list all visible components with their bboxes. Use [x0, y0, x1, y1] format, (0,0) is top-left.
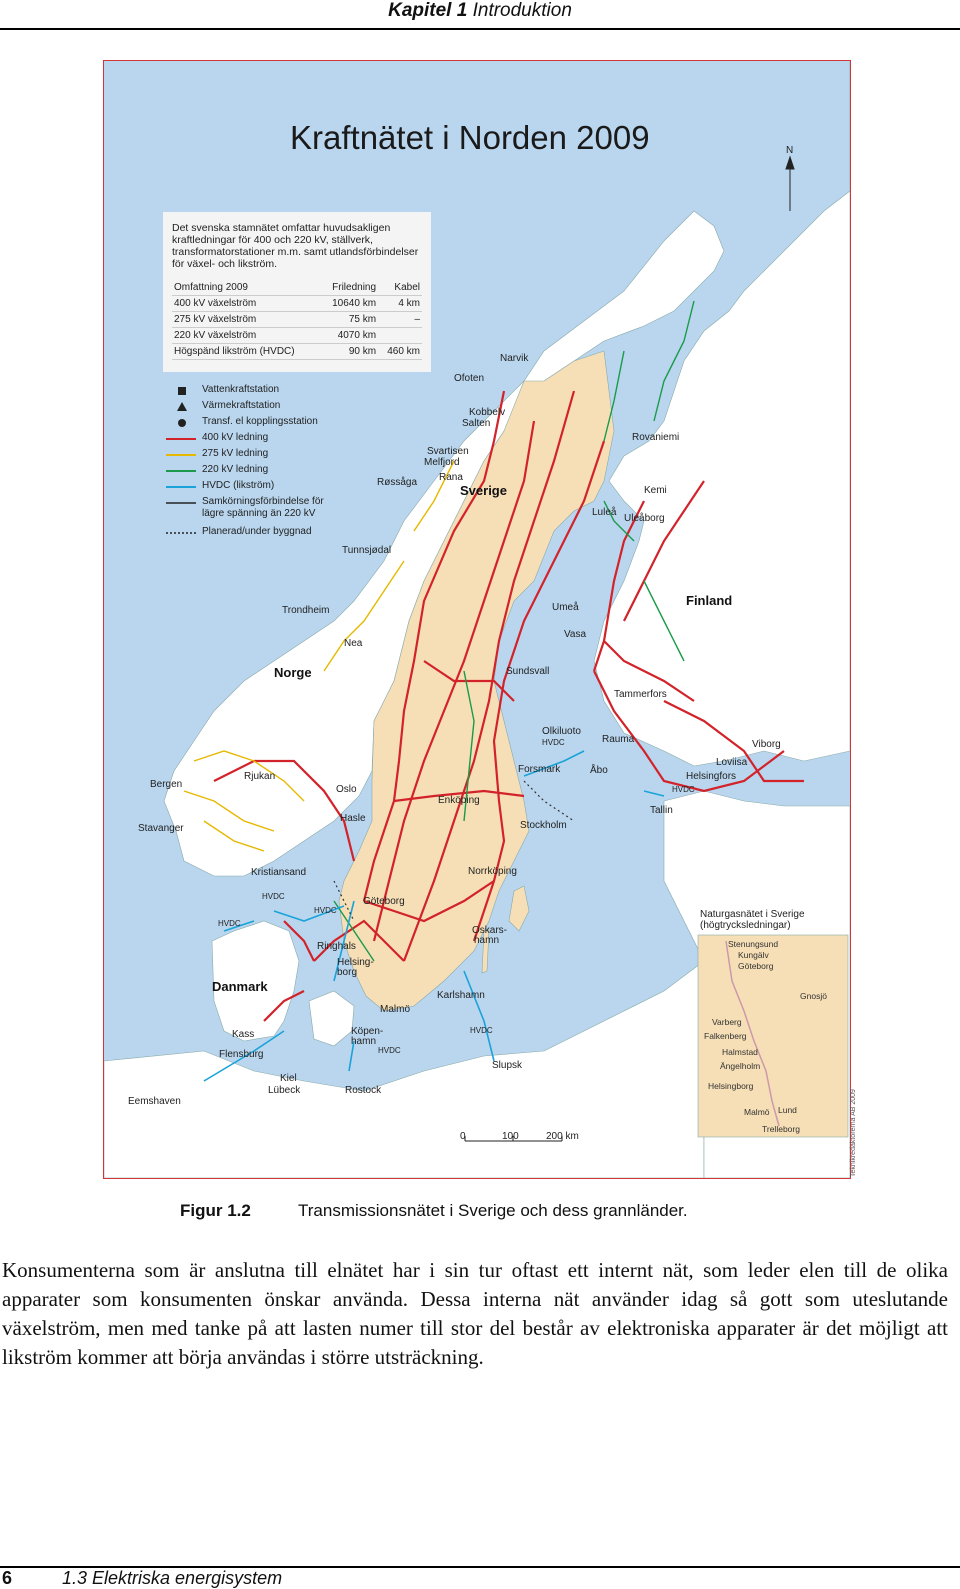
table-row [172, 344, 422, 360]
figure-caption: Transmissionsnätet i Sverige och dess grannländer. [298, 1201, 688, 1220]
legend-label: 400 kV ledning [202, 432, 269, 443]
legend-item [166, 507, 406, 522]
table-cell: Högspänd likström (HVDC) [172, 344, 321, 360]
table-cell [378, 328, 422, 344]
place-label: Rana [439, 472, 463, 483]
place-label: Rauma [602, 734, 635, 745]
gas-place: Trelleborg [762, 1124, 800, 1134]
country-label-norge: Norge [274, 665, 312, 680]
capacity-table [172, 280, 422, 360]
table-cell: 4070 km [321, 328, 378, 344]
info-description: Det svenska stamnätet omfattar huvudsakligen kraftledningar för 400 och 220 kV, ställverk, transformatorstationer m.m. samt utlandsförbindelser för växel- och likström. [172, 222, 419, 270]
table-row [172, 296, 422, 312]
gas-place: Varberg [712, 1017, 742, 1027]
gas-place: Lund [778, 1105, 797, 1115]
gas-place: Falkenberg [704, 1031, 747, 1041]
legend-item [166, 399, 406, 414]
scale-label: 200 km [546, 1131, 579, 1142]
place-label: Kristiansand [251, 867, 307, 878]
place-label: Enköping [438, 795, 480, 806]
table-cell: 4 km [378, 296, 422, 312]
place-label: Hasle [340, 813, 366, 824]
place-label: Narvik [500, 353, 529, 364]
place-label: Stavanger [138, 823, 184, 834]
place-label: Kiel [280, 1073, 297, 1084]
legend-label: Planerad/under byggnad [202, 526, 312, 537]
country-label-finland: Finland [686, 593, 733, 608]
table-header-row [172, 280, 422, 296]
place-label: Tunnsjødal [342, 545, 392, 556]
hvdc-label: HVDC [314, 906, 337, 915]
gas-place: Kungälv [738, 950, 769, 960]
hvdc-label: HVDC [672, 785, 695, 794]
place-label: hamn [474, 935, 500, 946]
place-label: Oskars- [472, 925, 507, 936]
header-rule [0, 28, 960, 30]
place-label: Melfjord [424, 457, 460, 468]
table-cell: 90 km [321, 344, 378, 360]
place-label: Lübeck [268, 1085, 301, 1096]
place-label: Rostock [345, 1085, 382, 1096]
place-label: Ofoten [454, 373, 485, 384]
place-label: Köpen- [351, 1026, 384, 1037]
place-label: Trondheim [282, 605, 330, 616]
land-zealand [309, 991, 354, 1046]
north-arrow [786, 157, 794, 211]
table-cell: 400 kV växelström [172, 296, 321, 312]
table-cell: 220 kV växelström [172, 328, 321, 344]
place-label: Norrköping [468, 866, 517, 877]
hvdc-label: HVDC [218, 919, 241, 928]
place-label: Luleå [592, 507, 617, 518]
place-label: Åbo [590, 765, 608, 776]
place-label: Oslo [336, 784, 357, 795]
place-label: borg [337, 967, 358, 978]
land-norway-finland [594, 61, 850, 766]
place-label: hamn [351, 1036, 377, 1047]
dotted-line-icon [166, 528, 196, 538]
place-label: Kobbelv [469, 407, 506, 418]
scale-label: 0 [460, 1131, 466, 1142]
place-label: Uleåborg [624, 513, 665, 524]
map-figure [103, 60, 851, 1179]
scale-label: 100 [502, 1131, 519, 1142]
page-footer [2, 1568, 283, 1589]
table-header: Kabel [378, 280, 422, 296]
place-label: Eemshaven [128, 1096, 181, 1107]
line-icon [166, 466, 196, 476]
gas-place: Ängelholm [720, 1061, 761, 1071]
table-row [172, 328, 422, 344]
figure-label: Figur 1.2 [180, 1201, 251, 1220]
table-cell: 75 km [321, 312, 378, 328]
legend-label: 275 kV ledning [202, 448, 269, 459]
place-label: Tallin [650, 805, 673, 816]
gas-title [700, 909, 805, 931]
place-label: Kemi [644, 485, 667, 496]
table-cell: – [378, 312, 422, 328]
map-credit: Teknikredaktörerna AB 2009 [850, 1089, 857, 1177]
place-label: Karlshamn [437, 990, 485, 1001]
place-label: Malmö [380, 1004, 411, 1015]
circle-icon [166, 418, 196, 428]
chapter-title: Introduktion [472, 0, 572, 21]
place-label: Vasa [564, 629, 587, 640]
info-box [163, 212, 431, 372]
page-number: 6 [2, 1568, 13, 1588]
place-label: Salten [462, 418, 491, 429]
place-label: Viborg [752, 739, 781, 750]
hvdc-label: HVDC [262, 892, 285, 901]
line-icon [166, 450, 196, 460]
legend-item [166, 415, 406, 430]
legend-item [166, 447, 406, 462]
gas-network-inset [696, 909, 846, 1137]
gas-place: Göteborg [738, 961, 774, 971]
legend-label: 220 kV ledning [202, 464, 269, 475]
place-label: Slupsk [492, 1060, 523, 1071]
place-label: Rovaniemi [632, 432, 680, 443]
legend-item [166, 463, 406, 478]
land-gotland [509, 886, 529, 931]
hvdc-label: HVDC [470, 1026, 493, 1035]
place-label: Nea [344, 638, 363, 649]
place-label: Flensburg [219, 1049, 264, 1060]
place-label: Rjukan [244, 771, 276, 782]
legend-item [166, 525, 406, 540]
legend-item [166, 431, 406, 446]
map-title: Kraftnätet i Norden 2009 [290, 119, 650, 156]
square-icon [166, 386, 196, 396]
place-label: Helsingfors [686, 771, 737, 782]
place-label: Røssåga [377, 477, 418, 488]
place-label: Umeå [552, 602, 579, 613]
running-header [0, 0, 960, 28]
hvdc-label: HVDC [542, 738, 565, 747]
place-label: Kass [232, 1029, 255, 1040]
gas-title-line: Naturgasnätet i Sverige [700, 909, 805, 920]
place-label: Bergen [150, 779, 183, 790]
table-cell: 275 kV växelström [172, 312, 321, 328]
hvdc-label: HVDC [378, 1046, 401, 1055]
place-label: Svartisen [427, 446, 469, 457]
gas-place: Halmstad [722, 1047, 758, 1057]
gas-place: Gnosjö [800, 991, 827, 1001]
place-label: Olkiluoto [542, 726, 581, 737]
country-label-sverige: Sverige [460, 483, 507, 498]
chapter-label: Kapitel 1 [388, 0, 468, 21]
place-label: Sundsvall [506, 666, 550, 677]
north-label: N [786, 145, 794, 156]
place-label: Stockholm [520, 820, 567, 831]
gas-place: Malmö [744, 1107, 770, 1117]
table-header: Omfattning 2009 [172, 280, 321, 296]
place-label: Ringhals [317, 941, 356, 952]
place-label: Tammerfors [614, 689, 667, 700]
legend-label: Transf. el kopplingsstation [202, 416, 318, 427]
legend-label: HVDC (likström) [202, 480, 275, 491]
table-cell: 460 km [378, 344, 422, 360]
gas-place: Helsingborg [708, 1081, 754, 1091]
line-icon [166, 434, 196, 444]
legend-item [166, 479, 406, 494]
place-label: Helsing- [337, 957, 374, 968]
triangle-icon [166, 402, 196, 412]
gas-place: Stenungsund [728, 939, 779, 949]
country-label-danmark: Danmark [212, 979, 268, 994]
legend-label: Värmekraftstation [202, 400, 281, 411]
place-label: Loviisa [716, 757, 748, 768]
legend-item [166, 383, 406, 398]
gas-title-line: (högtrycksledningar) [700, 920, 791, 931]
place-label: Forsmark [518, 764, 561, 775]
place-label: Göteborg [363, 896, 405, 907]
table-header: Friledning [321, 280, 378, 296]
body-paragraph: Konsumenterna som är anslutna till elnätet har i sin tur oftast ett internt nät, som leder elen till de olika apparater som konsumenten önskar använda. Dessa interna nät använder idag så gott som uteslutande växelström, men med tanke på att lasten numer till stor del består av elektroniska apparater är det möjligt att likström kommer att börja användas i större utsträckning. [2, 1258, 948, 1369]
table-row [172, 312, 422, 328]
table-cell: 10640 km [321, 296, 378, 312]
line-icon [166, 482, 196, 492]
legend-label: Vattenkraftstation [202, 384, 280, 395]
legend-label: lägre spänning än 220 kV [202, 508, 316, 519]
legend-label: Samkörningsförbindelse för [202, 496, 324, 507]
footer-section: 1.3 Elektriska energisystem [62, 1568, 283, 1588]
